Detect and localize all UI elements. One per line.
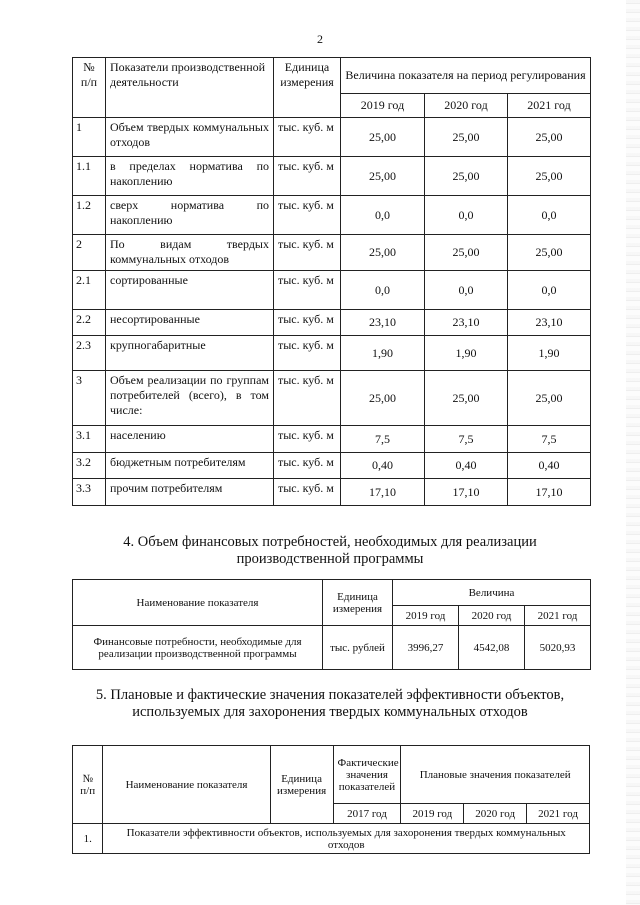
row-name: Финансовые потребности, необходимые для реализации производственной программы xyxy=(73,626,323,670)
table-row xyxy=(73,310,591,336)
table-row xyxy=(73,824,590,854)
table-row xyxy=(73,479,591,506)
header-planned: Плановые значения показателей xyxy=(401,746,590,804)
table-row xyxy=(73,157,591,196)
row-value-2019: 3996,27 xyxy=(393,626,459,670)
row-num: 1.1 xyxy=(73,157,106,196)
row-value-2021: 0,0 xyxy=(508,196,591,235)
header-name: Наименование показателя xyxy=(73,580,323,626)
header-year-2019: 2019 год xyxy=(341,94,425,118)
row-value-2019: 25,00 xyxy=(341,235,425,271)
header-year-2020: 2020 год xyxy=(425,94,508,118)
header-unit: Единица измерения xyxy=(323,580,393,626)
row-unit: тыс. куб. м xyxy=(274,426,341,453)
row-value-2021: 25,00 xyxy=(508,235,591,271)
row-num: 3 xyxy=(73,371,106,426)
scan-edge-artifact xyxy=(626,0,640,905)
row-value-2019: 0,0 xyxy=(341,271,425,310)
row-value-2021: 25,00 xyxy=(508,371,591,426)
row-unit: тыс. куб. м xyxy=(274,157,341,196)
row-name: прочим потребителям xyxy=(106,479,274,506)
table-row xyxy=(73,626,591,670)
row-unit: тыс. рублей xyxy=(323,626,393,670)
header-actual-year: 2017 год xyxy=(333,804,401,824)
table-row xyxy=(73,371,591,426)
row-num: 1 xyxy=(73,118,106,157)
row-value-2021: 17,10 xyxy=(508,479,591,506)
row-unit: тыс. куб. м xyxy=(274,371,341,426)
row-unit: тыс. куб. м xyxy=(274,271,341,310)
row-num: 3.3 xyxy=(73,479,106,506)
row-value-2019: 17,10 xyxy=(341,479,425,506)
row-name: несортированные xyxy=(106,310,274,336)
row-value-2019: 25,00 xyxy=(341,118,425,157)
table-row xyxy=(73,426,591,453)
header-year-2019: 2019 год xyxy=(393,606,459,626)
row-name: сверх норматива по накоплению xyxy=(106,196,274,235)
row-value-2020: 25,00 xyxy=(425,118,508,157)
table-row xyxy=(73,336,591,371)
row-name: в пределах норматива по накоплению xyxy=(106,157,274,196)
header-name: Наименование показателя xyxy=(103,746,270,824)
row-value-2020: 0,40 xyxy=(425,453,508,479)
row-value-2021: 25,00 xyxy=(508,157,591,196)
row-unit: тыс. куб. м xyxy=(274,453,341,479)
row-value-2021: 25,00 xyxy=(508,118,591,157)
row-num: 1. xyxy=(73,824,103,854)
row-value-2020: 25,00 xyxy=(425,157,508,196)
row-unit: тыс. куб. м xyxy=(274,336,341,371)
row-num: 1.2 xyxy=(73,196,106,235)
row-value-2020: 25,00 xyxy=(425,235,508,271)
row-value-2019: 7,5 xyxy=(341,426,425,453)
row-num: 3.1 xyxy=(73,426,106,453)
row-value-2020: 4542,08 xyxy=(459,626,525,670)
header-year-2020: 2020 год xyxy=(459,606,525,626)
header-year-2021: 2021 год xyxy=(525,606,591,626)
row-name: Объем реализации по группам потребителей (всего), в том числе: xyxy=(106,371,274,426)
row-name: населению xyxy=(106,426,274,453)
financial-needs-table xyxy=(72,579,591,670)
table-row xyxy=(73,196,591,235)
row-name: По видам твердых коммунальных отходов xyxy=(106,235,274,271)
header-year-2021: 2021 год xyxy=(508,94,591,118)
row-name: сортированные xyxy=(106,271,274,310)
row-num: 2.1 xyxy=(73,271,106,310)
header-period: Величина показателя на период регулирования xyxy=(341,58,591,94)
row-name: Объем твердых коммунальных отходов xyxy=(106,118,274,157)
row-value-2021: 1,90 xyxy=(508,336,591,371)
row-value-2020: 23,10 xyxy=(425,310,508,336)
header-unit: Единица измерения xyxy=(270,746,333,824)
row-value-2021: 5020,93 xyxy=(525,626,591,670)
row-value-2019: 23,10 xyxy=(341,310,425,336)
row-value-2020: 1,90 xyxy=(425,336,508,371)
header-num: № п/п xyxy=(73,58,106,118)
row-value-2020: 7,5 xyxy=(425,426,508,453)
header-num: № п/п xyxy=(73,746,103,824)
row-num: 2 xyxy=(73,235,106,271)
header-unit: Единица измерения xyxy=(274,58,341,118)
table-row xyxy=(73,453,591,479)
efficiency-indicators-table xyxy=(72,745,590,854)
header-actual: Фактические значения показателей xyxy=(333,746,401,804)
row-value-2020: 0,0 xyxy=(425,196,508,235)
row-value-2021: 23,10 xyxy=(508,310,591,336)
row-value-2021: 0,40 xyxy=(508,453,591,479)
header-indicator: Показатели производственной деятельности xyxy=(106,58,274,118)
row-unit: тыс. куб. м xyxy=(274,196,341,235)
row-value-2020: 25,00 xyxy=(425,371,508,426)
row-num: 2.2 xyxy=(73,310,106,336)
row-unit: тыс. куб. м xyxy=(274,118,341,157)
table-row xyxy=(73,235,591,271)
row-value-2019: 1,90 xyxy=(341,336,425,371)
page-number: 2 xyxy=(317,32,323,46)
row-value-2019: 0,0 xyxy=(341,196,425,235)
row-value-2020: 17,10 xyxy=(425,479,508,506)
row-value-2019: 0,40 xyxy=(341,453,425,479)
row-value-2021: 0,0 xyxy=(508,271,591,310)
row-num: 3.2 xyxy=(73,453,106,479)
section-4-title: 4. Объем финансовых потребностей, необходимых для реализации производственной программы xyxy=(123,534,537,567)
row-value-2020: 0,0 xyxy=(425,271,508,310)
table-row xyxy=(73,271,591,310)
row-value-2019: 25,00 xyxy=(341,371,425,426)
row-unit: тыс. куб. м xyxy=(274,310,341,336)
header-value: Величина xyxy=(393,580,591,606)
row-name: бюджетным потребителям xyxy=(106,453,274,479)
row-value-2021: 7,5 xyxy=(508,426,591,453)
production-indicators-table xyxy=(72,57,591,506)
header-year-2021: 2021 год xyxy=(527,804,590,824)
section-5-title: 5. Плановые и фактические значения показателей эффективности объектов, используемых для захоронения твердых коммунальных отходов xyxy=(95,687,565,720)
row-name: Показатели эффективности объектов, используемых для захоронения твердых коммунальных отходов xyxy=(103,824,590,854)
table-row xyxy=(73,118,591,157)
row-value-2019: 25,00 xyxy=(341,157,425,196)
row-unit: тыс. куб. м xyxy=(274,235,341,271)
header-year-2019: 2019 год xyxy=(401,804,464,824)
row-name: крупногабаритные xyxy=(106,336,274,371)
header-year-2020: 2020 год xyxy=(464,804,527,824)
row-unit: тыс. куб. м xyxy=(274,479,341,506)
row-num: 2.3 xyxy=(73,336,106,371)
